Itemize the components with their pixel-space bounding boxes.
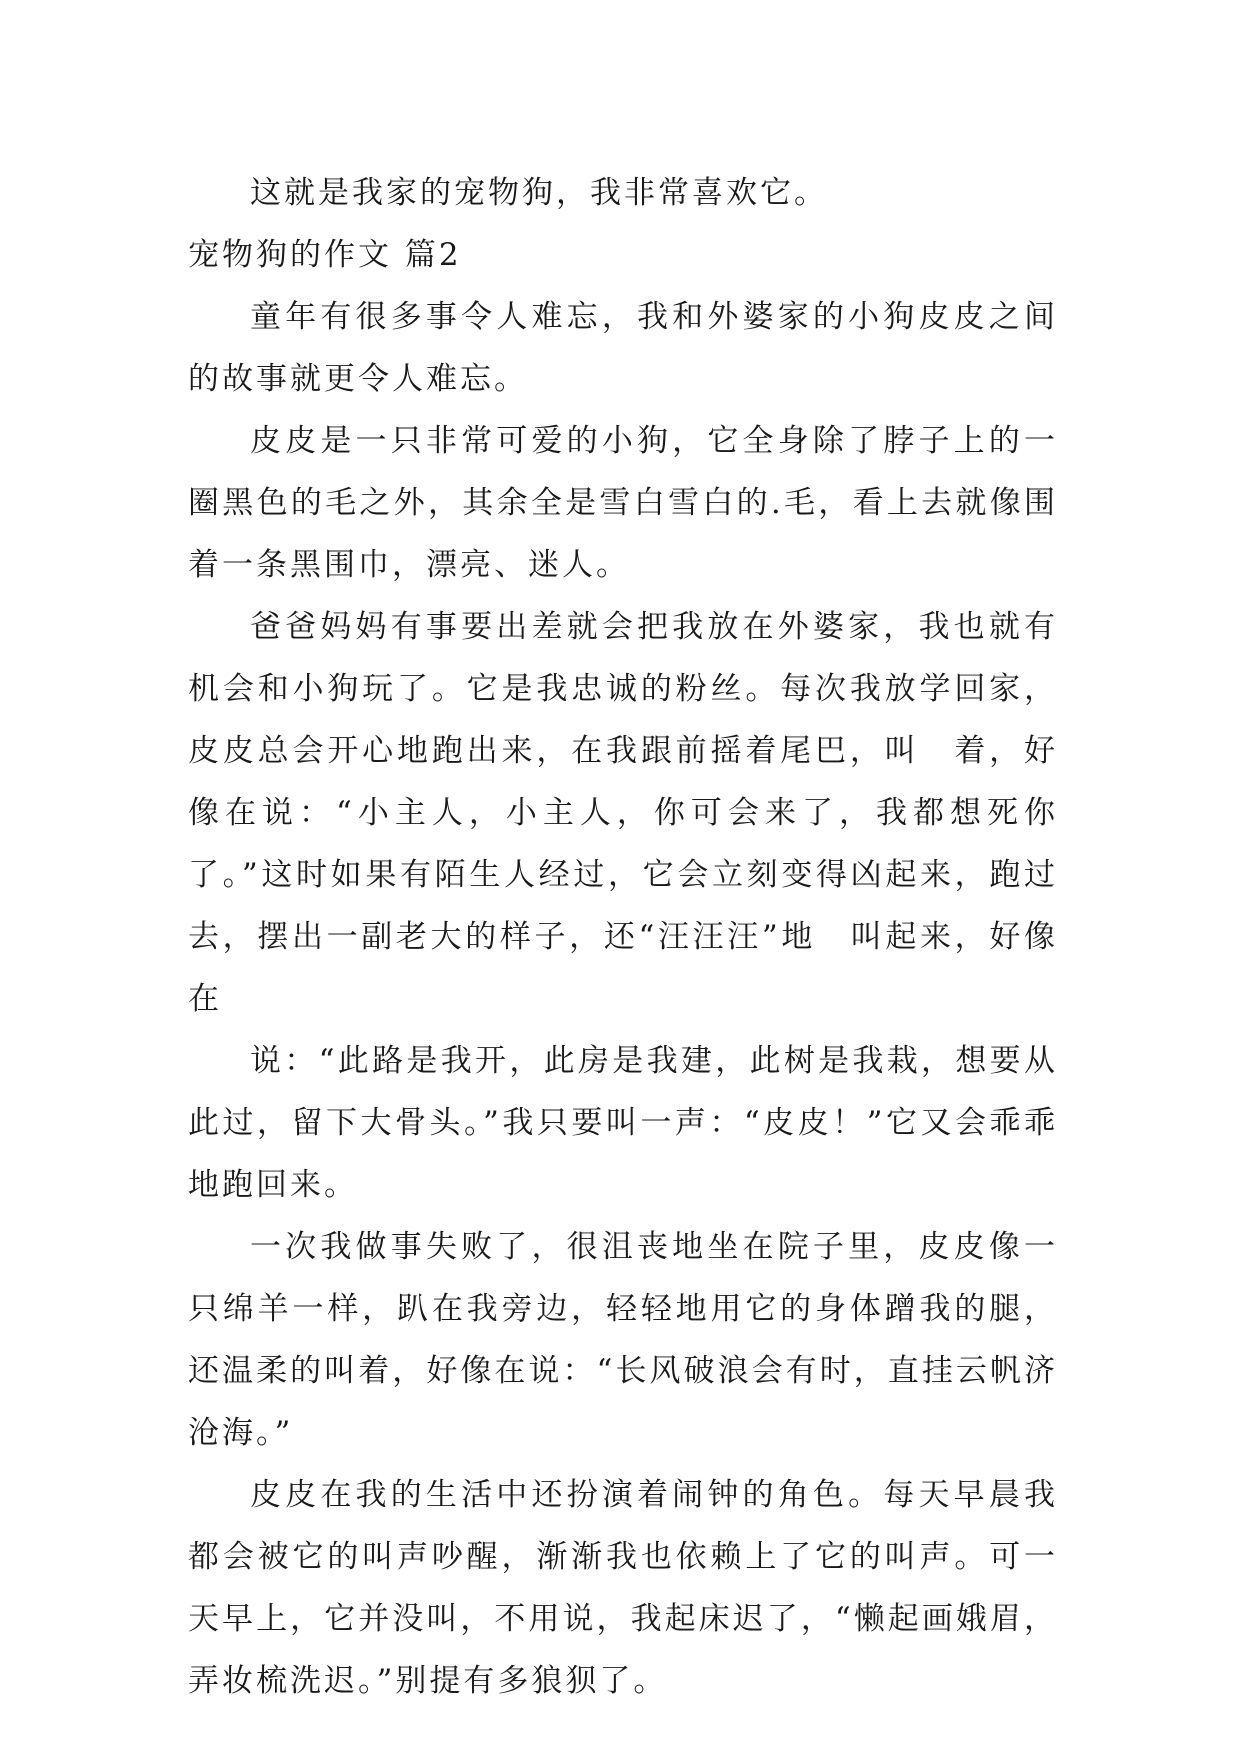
paragraph-closing: 这就是我家的宠物狗，我非常喜欢它。 (250, 175, 828, 211)
paragraph-loyal-fan: 爸爸妈妈有事要出差就会把我放在外婆家，我也就有机会和小狗玩了。它是我忠诚的粉丝。每次我放学回家，皮皮总会开心地跑出来，在我跟前摇着尾巴，叫 着，好像在说：“小主人，小主人，你可会来了，我都想死你了。”这时如果有陌生人经过，它会立刻变得凶起来，跑过去，摆出一副老大的样子，还“汪汪汪”地 叫起来，好像在 (188, 609, 1058, 1017)
paragraph-comfort: 一次我做事失败了，很沮丧地坐在院子里，皮皮像一只绵羊一样，趴在我旁边，轻轻地用它的身体蹭我的腿，还温柔的叫着，好像在说：“长风破浪会有时，直挂云帆济沧海。” (188, 1229, 1058, 1451)
document-body (188, 162, 1058, 1712)
paragraph-appearance: 皮皮是一只非常可爱的小狗，它全身除了脖子上的一圈黑色的毛之外，其余全是雪白雪白的.毛，看上去就像围着一条黑围巾，漂亮、迷人。 (188, 423, 1058, 583)
paragraph-intro: 童年有很多事令人难忘，我和外婆家的小狗皮皮之间的故事就更令人难忘。 (188, 299, 1058, 397)
section-heading: 宠物狗的作文 篇2 (188, 237, 462, 273)
paragraph-guard: 说：“此路是我开，此房是我建，此树是我栽，想要从此过，留下大骨头。”我只要叫一声：“皮皮！”它又会乖乖地跑回来。 (188, 1043, 1058, 1203)
paragraph-alarm-clock: 皮皮在我的生活中还扮演着闹钟的角色。每天早晨我都会被它的叫声吵醒，渐渐我也依赖上了它的叫声。可一天早上，它并没叫，不用说，我起床迟了，“懒起画娥眉，弄妆梳洗迟。”别提有多狼狈了。 (188, 1477, 1058, 1699)
